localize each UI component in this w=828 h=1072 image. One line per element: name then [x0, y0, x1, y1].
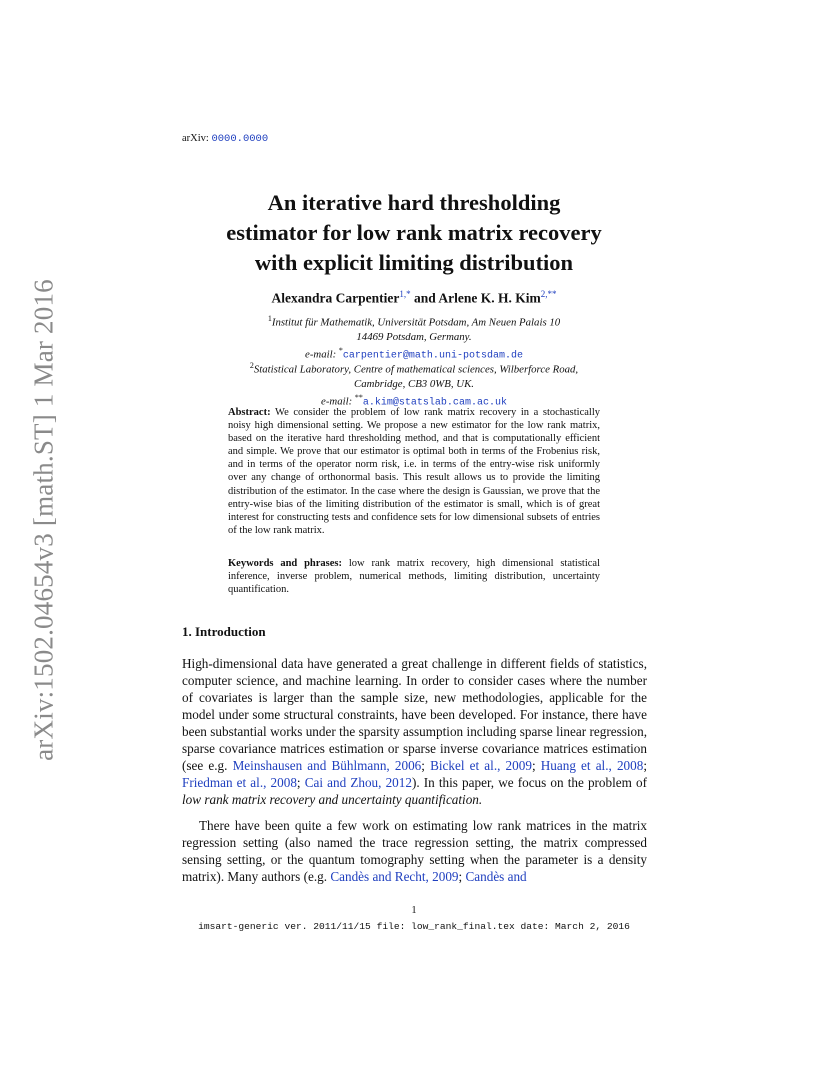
affiliation-2-line-2: Cambridge, CB3 0WB, UK. [354, 377, 474, 390]
author-name-1: Alexandra Carpentier [271, 290, 400, 306]
abstract-text: We consider the problem of low rank matrix recovery in a stochastically noisy high dimensional setting. We propose a new estimator for the low rank matrix, based on the iterative hard thresholding method, and that is computationally efficient and simple. We prove that our estimator is optimal both in terms of the Frobenius risk, and in terms of the operator norm risk, i.e. in terms of the entry-wise risk uniformly over any change of orthonormal basis. This result allows us to provide the limiting distribution of the estimator. In the case where the design is Gaussian, we prove that the entry-wise bias of the limiting distribution of the estimator is small, which is of great interest for constructing tests and confidence sets for low dimensional subsets of entries of the low rank matrix. [228, 407, 601, 536]
title-line-1: An iterative hard thresholding [267, 190, 561, 215]
intro-paragraph-1: High-dimensional data have generated a great challenge in different fields of statistics, computer science, and machine learning. In order to consider cases where the number of covariates is larger than the sample size, new methodologies, applicable for the model under some structural constraints, have been developed. For instance, there have been substantial works under the sparsity assumption including sparse linear regression, sparse covariance matrices estimation or sparse inverse covariance matrices estimation (see e.g. Meinshausen and Bühlmann, 2006; Bickel et al., 2009; Huang et al., 2008; Friedman et al., 2008; Cai and Zhou, 2012). In this paper, we focus on the problem of low rank matrix recovery and uncertainty quantification. [182, 656, 648, 807]
footer-line: imsart-generic ver. 2011/11/15 file: low_rank_final.tex date: March 2, 2016 [198, 921, 630, 932]
author-1-affil-mark[interactable]: 1,* [399, 289, 411, 299]
author-name-2: Arlene K. H. Kim [438, 290, 541, 306]
affiliation-1-line-1: Institut für Mathematik, Universität Potsdam, Am Neuen Palais 10 [271, 316, 561, 329]
email-link-2[interactable]: a.kim@statslab.cam.ac.uk [362, 397, 507, 409]
citation-huang[interactable]: Huang et al., 2008 [540, 758, 644, 773]
paper-title [0, 188, 828, 278]
keywords-label: Keywords and phrases: [228, 558, 343, 569]
intro-paragraph-2: There have been quite a few work on estimating low rank matrices in the matrix regression setting (also named the trace regression setting, the matrix compressed sensing setting, or the quantum tomography setting when the parameter is a density matrix). Many authors (e.g. Candès and Recht, 2009; Candès and [182, 818, 647, 884]
affiliation-1-email-label: e-mail: [305, 348, 337, 361]
keywords-text: low rank matrix recovery, high dimensional statistical inference, inverse problem, numerical methods, limiting distribution, uncertainty quantification. [228, 558, 600, 596]
citation-cai-zhou[interactable]: Cai and Zhou, 2012 [304, 775, 412, 790]
page-number: 1 [411, 905, 417, 916]
affiliation-2 [0, 359, 828, 410]
author-list [0, 289, 828, 307]
author-2-affil-mark[interactable]: 2,** [540, 289, 557, 299]
affiliation-2-email-mark: ** [354, 392, 363, 402]
affiliation-2-line-1: Statistical Laboratory, Centre of mathematical sciences, Wilberforce Road, [253, 363, 579, 376]
affiliation-2-mark: 2 [249, 361, 254, 370]
abstract [228, 406, 600, 537]
affiliation-1 [0, 312, 828, 363]
author-joiner: and [413, 290, 436, 306]
citation-meinshausen-buhlmann[interactable]: Meinshausen and Bühlmann, 2006 [232, 758, 422, 773]
arxiv-header [182, 133, 268, 145]
affiliation-2-email-label: e-mail: [321, 395, 353, 408]
email-link-1[interactable]: carpentier@math.uni-potsdam.de [342, 350, 523, 362]
para2-text-1: There have been quite a few work on estimating low rank matrices in the matrix regression setting (also named the trace regression setting, the matrix compressed sensing setting, or the quantum tomography setting when the parameter is a density matrix). Many authors (e.g. [182, 818, 647, 884]
arxiv-label: arXiv: [182, 133, 209, 144]
title-line-3: with explicit limiting distribution [254, 250, 574, 275]
para1-text-1: High-dimensional data have generated a great challenge in different fields of statistics, computer science, and machine learning. In order to consider cases where the number of covariates is larger than the sample size, new methodologies, applicable for the model under some structural constraints, have been developed. For instance, there have been substantial works under the sparsity assumption including sparse linear regression, sparse covariance matrices estimation or sparse inverse covariance matrices estimation (see e.g. [182, 656, 647, 773]
affiliation-1-line-2: 14469 Potsdam, Germany. [356, 330, 472, 343]
title-line-2: estimator for low rank matrix recovery [226, 220, 602, 245]
citation-friedman[interactable]: Friedman et al., 2008 [182, 775, 297, 790]
affiliation-1-mark: 1 [267, 314, 272, 323]
abstract-label: Abstract: [228, 407, 271, 418]
arxiv-id-link[interactable]: 0000.0000 [211, 133, 269, 145]
para1-text-2: ). In this paper, we focus on the problem of [411, 775, 647, 790]
arxiv-sidebar-stamp: arXiv:1502.04654v3 [math.ST] 1 Mar 2016 [28, 279, 59, 761]
citation-bickel[interactable]: Bickel et al., 2009 [430, 758, 532, 773]
affiliation-1-email-mark: * [338, 345, 343, 355]
keywords [228, 557, 600, 596]
citation-candes-recht[interactable]: Candès and Recht, 2009 [330, 869, 459, 884]
section-heading-introduction: 1. Introduction [182, 624, 266, 639]
citation-candes[interactable]: Candès and [465, 869, 527, 884]
para1-emphasis: low rank matrix recovery and uncertainty quantification. [182, 792, 483, 807]
